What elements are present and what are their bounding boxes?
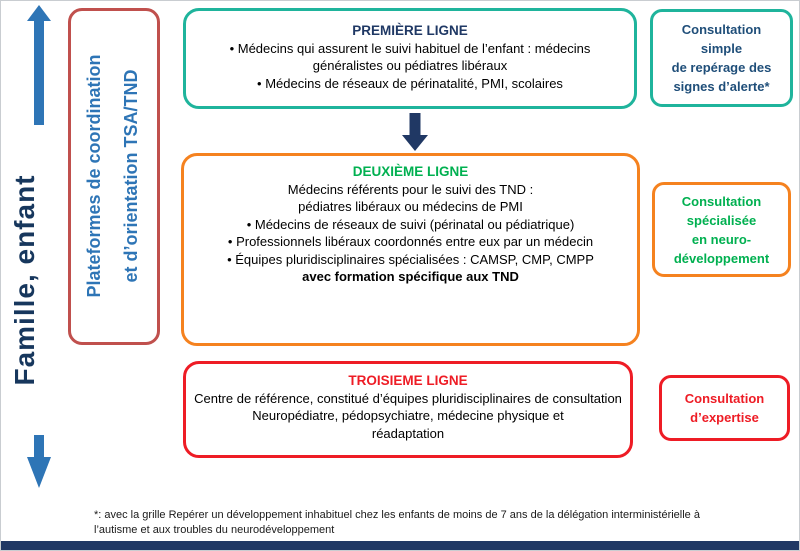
consultation-line: d’expertise xyxy=(690,410,759,425)
consultation-line: en neuro- xyxy=(691,231,752,247)
second-line-box xyxy=(181,153,640,346)
consultation-expertise-box xyxy=(659,375,790,441)
list-item: pédiatres libéraux ou médecins de PMI xyxy=(298,199,523,215)
consultation-line: simple xyxy=(700,41,743,56)
family-label: Famille, enfant xyxy=(2,125,48,435)
consultation-line: développement xyxy=(673,250,770,266)
third-line-title: TROISIEME LIGNE xyxy=(348,373,468,388)
consultation-specialisee-box xyxy=(652,182,791,277)
list-item: avec formation spécifique aux TND xyxy=(302,269,519,285)
footnote: *: avec la grille Repérer un développement inhabituel chez les enfants de moins de 7 ans de la délégation interministérielle à l’autisme et aux troubles du neurodéveloppement xyxy=(94,509,700,537)
list-item: Neuropédiatre, pédopsychiatre, médecine physique et réadaptation xyxy=(252,408,564,441)
platform-label-line2: et d’orientation TSA/TND xyxy=(121,69,141,283)
first-line-title: PREMIÈRE LIGNE xyxy=(352,23,468,38)
first-line-box xyxy=(183,8,637,109)
consultation-line: Consultation xyxy=(681,193,762,209)
consultation-line: de repérage des xyxy=(671,60,772,75)
platform-label xyxy=(76,11,152,341)
consultation-simple-box xyxy=(650,9,793,107)
list-item: Médecins référents pour le suivi des TND : xyxy=(287,182,534,197)
consultation-line: Consultation xyxy=(684,391,765,406)
consultation-line: Consultation xyxy=(681,22,762,37)
consultation-line: spécialisée xyxy=(686,212,757,228)
platform-label-line1: Plateformes de coordination xyxy=(84,54,104,298)
down-arrow-icon xyxy=(402,113,428,151)
list-item: • Médecins de réseaux de suivi (périnatal ou pédiatrique) xyxy=(184,216,637,233)
list-item: • Professionnels libéraux coordonnés entre eux par un médecin xyxy=(223,233,598,250)
list-item: • Équipes pluridisciplinaires spécialisées : CAMSP, CMP, CMPP xyxy=(184,251,637,268)
list-item: Centre de référence, constitué d’équipes pluridisciplinaires de consultation xyxy=(194,391,622,406)
bottom-bar xyxy=(1,541,799,550)
list-item: • Médecins de réseaux de périnatalité, PMI, scolaires xyxy=(186,75,634,92)
third-line-box xyxy=(183,361,633,458)
list-item: • Médecins qui assurent le suivi habituel de l’enfant : médecins généralistes ou pédiatres libéraux xyxy=(220,40,600,75)
second-line-title: DEUXIÈME LIGNE xyxy=(352,164,469,179)
consultation-line: signes d’alerte* xyxy=(673,79,770,94)
